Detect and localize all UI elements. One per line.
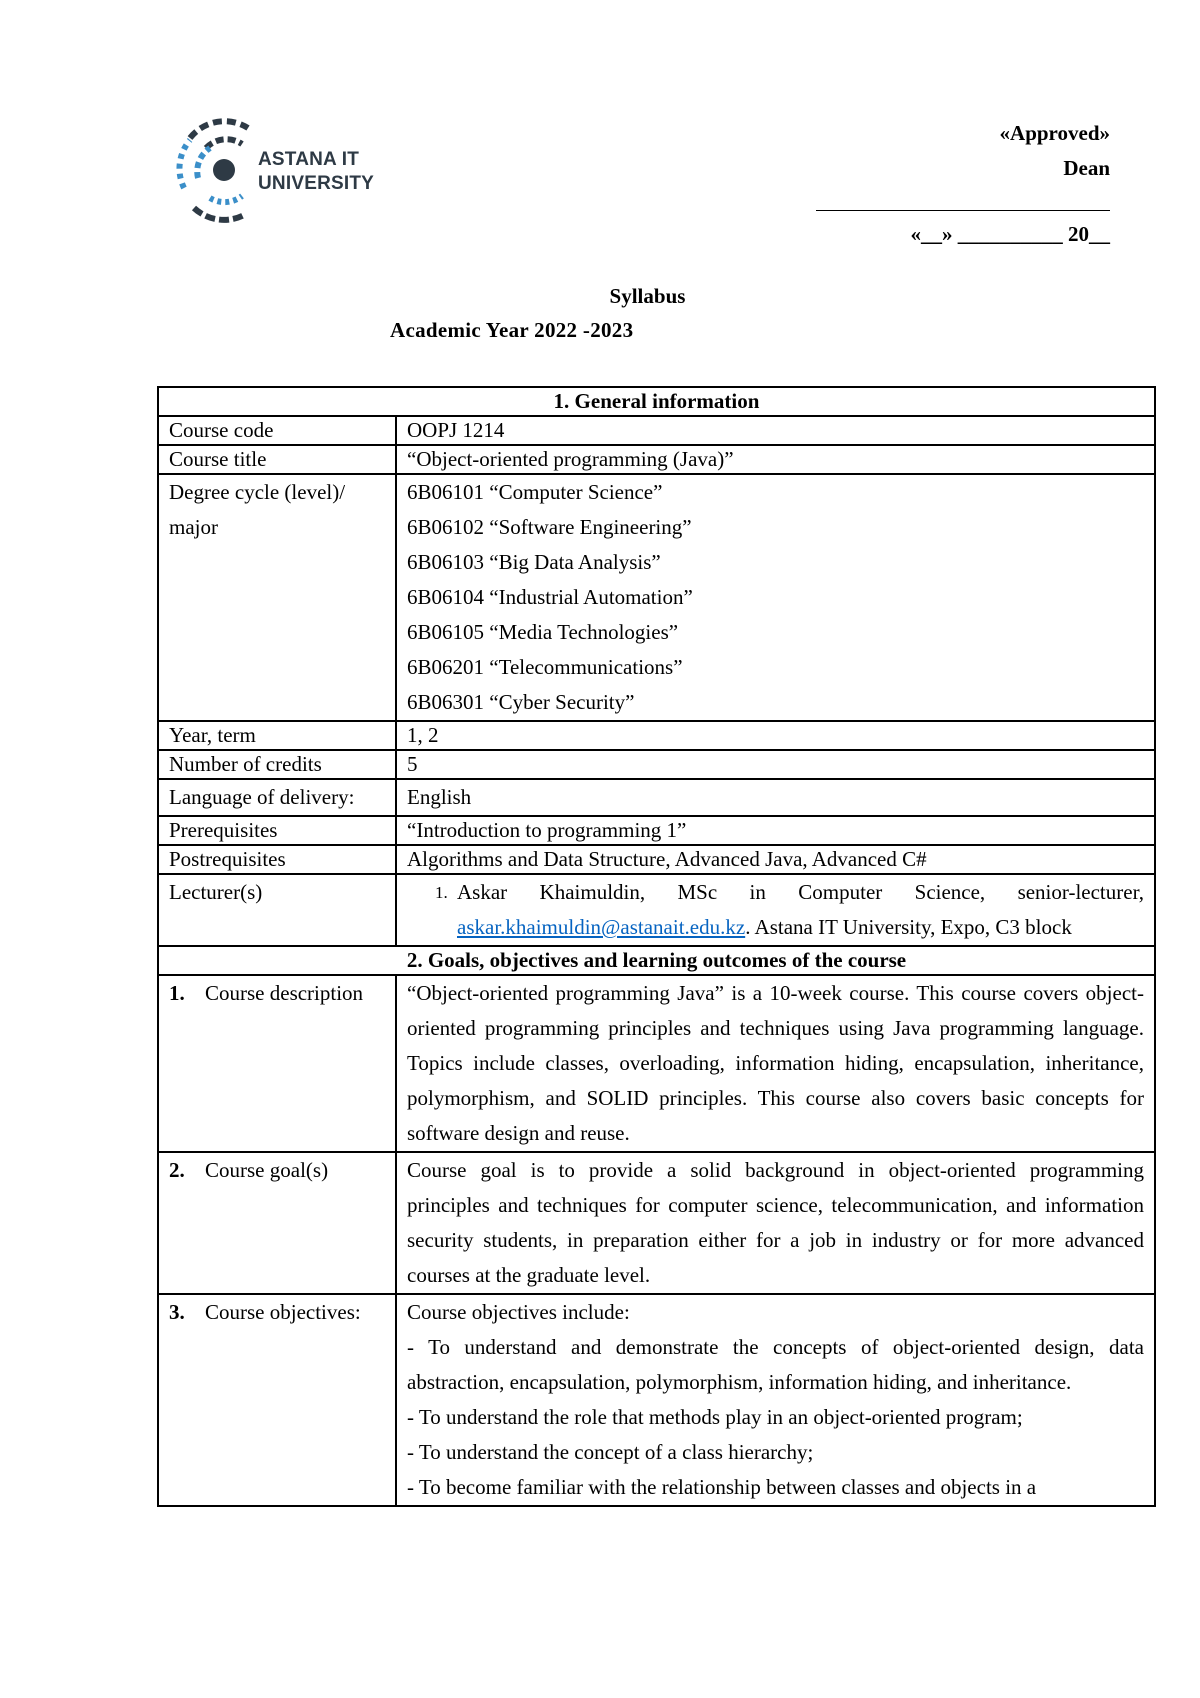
postrequisites-label: Postrequisites bbox=[158, 845, 396, 874]
logo-line-1: ASTANA IT bbox=[258, 149, 360, 170]
section-2-heading-row bbox=[158, 946, 1155, 975]
degree-label: Degree cycle (level)/ major bbox=[158, 474, 396, 721]
prerequisites-label: Prerequisites bbox=[158, 816, 396, 845]
table-row bbox=[158, 474, 1155, 721]
academic-year: Academic Year 2022 -2023 bbox=[390, 318, 634, 342]
credits-value: 5 bbox=[396, 750, 1155, 779]
year-term-value: 1, 2 bbox=[396, 721, 1155, 750]
table-row bbox=[158, 750, 1155, 779]
signature-line bbox=[816, 210, 1110, 211]
table-row bbox=[158, 1152, 1155, 1294]
section-1-heading: 1. General information bbox=[158, 387, 1155, 416]
prerequisites-value: “Introduction to programming 1” bbox=[396, 816, 1155, 845]
major-item: 6B06301 “Cyber Security” bbox=[407, 690, 635, 714]
postrequisites-value: Algorithms and Data Structure, Advanced Java, Advanced C# bbox=[396, 845, 1155, 874]
lecturer-label: Lecturer(s) bbox=[158, 874, 396, 946]
row-number: 3. bbox=[169, 1300, 185, 1324]
table-row bbox=[158, 1294, 1155, 1506]
logo-mark-icon bbox=[176, 118, 256, 228]
credits-label: Number of credits bbox=[158, 750, 396, 779]
table-row bbox=[158, 721, 1155, 750]
major-item: 6B06104 “Industrial Automation” bbox=[407, 585, 693, 609]
course-title-label: Course title bbox=[158, 445, 396, 474]
major-item: 6B06102 “Software Engineering” bbox=[407, 515, 692, 539]
course-description-text: “Object-oriented programming Java” is a 10-week course. This course covers object-oriented programming principles and techniques using Java programming language. Topics include classes, overloading, information hiding, encapsulation, inheritance, polymorphism, and SOLID principles. This course also covers basic concepts for software design and reuse. bbox=[396, 975, 1155, 1152]
major-item: 6B06105 “Media Technologies” bbox=[407, 620, 679, 644]
objectives-intro: Course objectives include: bbox=[407, 1300, 630, 1324]
section-2-heading: 2. Goals, objectives and learning outcomes of the course bbox=[158, 946, 1155, 975]
syllabus-table bbox=[157, 386, 1156, 1507]
objective-item: - To become familiar with the relationship between classes and objects in a bbox=[407, 1475, 1037, 1499]
approved-label: «Approved» bbox=[999, 121, 1110, 145]
course-goal-text: Course goal is to provide a solid background in object-oriented programming principles and techniques for computer science, telecommunication, and information security students, in preparation either for a job in industry or for more advanced courses at the graduate level. bbox=[396, 1152, 1155, 1294]
lecturer-details: Askar Khaimuldin, MSc in Computer Science, senior-lecturer, bbox=[457, 880, 1144, 904]
table-row bbox=[158, 975, 1155, 1152]
major-item: 6B06201 “Telecommunications” bbox=[407, 655, 683, 679]
row-number: 2. bbox=[169, 1158, 185, 1182]
language-value: English bbox=[396, 779, 1155, 816]
objective-item: - To understand the role that methods play in an object-oriented program; bbox=[407, 1405, 1023, 1429]
objective-item: - To understand the concept of a class hierarchy; bbox=[407, 1440, 814, 1464]
majors-list bbox=[396, 474, 1155, 721]
approval-date: «__» __________ 20__ bbox=[910, 222, 1110, 246]
lecturer-email-link[interactable]: askar.khaimuldin@astanait.edu.kz bbox=[457, 915, 746, 939]
table-row bbox=[158, 816, 1155, 845]
row-number: 1. bbox=[169, 981, 185, 1005]
course-code-label: Course code bbox=[158, 416, 396, 445]
course-goal-label: Course goal(s) bbox=[205, 1158, 329, 1182]
logo-line-2: UNIVERSITY bbox=[258, 173, 375, 194]
course-goal-label-cell bbox=[158, 1152, 396, 1294]
course-objectives-text bbox=[396, 1294, 1155, 1506]
table-row bbox=[158, 416, 1155, 445]
table-row bbox=[158, 779, 1155, 816]
table-row bbox=[158, 874, 1155, 946]
major-item: 6B06103 “Big Data Analysis” bbox=[407, 550, 661, 574]
year-term-label: Year, term bbox=[158, 721, 396, 750]
approval-block bbox=[1000, 116, 1110, 186]
university-logo bbox=[176, 118, 376, 228]
course-objectives-label-cell bbox=[158, 1294, 396, 1506]
course-code-value: OOPJ 1214 bbox=[396, 416, 1155, 445]
lecturer-value bbox=[396, 874, 1155, 946]
table-row bbox=[158, 845, 1155, 874]
language-label: Language of delivery: bbox=[158, 779, 396, 816]
course-title-value: “Object-oriented programming (Java)” bbox=[396, 445, 1155, 474]
course-description-label-cell bbox=[158, 975, 396, 1152]
objective-item: - To understand and demonstrate the concepts of object-oriented design, data abstraction, encapsulation, polymorphism, information hiding, and inheritance. bbox=[407, 1335, 1144, 1394]
dean-label: Dean bbox=[1063, 156, 1110, 180]
document-title: Syllabus bbox=[609, 284, 686, 308]
section-1-heading-row bbox=[158, 387, 1155, 416]
major-item: 6B06101 “Computer Science” bbox=[407, 480, 663, 504]
lecturer-location: . Astana IT University, Expo, C3 block bbox=[745, 915, 1072, 939]
lecturer-number: 1. bbox=[435, 883, 448, 902]
course-description-label: Course description bbox=[205, 981, 364, 1005]
logo-wordmark bbox=[258, 148, 374, 196]
table-row bbox=[158, 445, 1155, 474]
course-objectives-label: Course objectives: bbox=[205, 1300, 361, 1324]
